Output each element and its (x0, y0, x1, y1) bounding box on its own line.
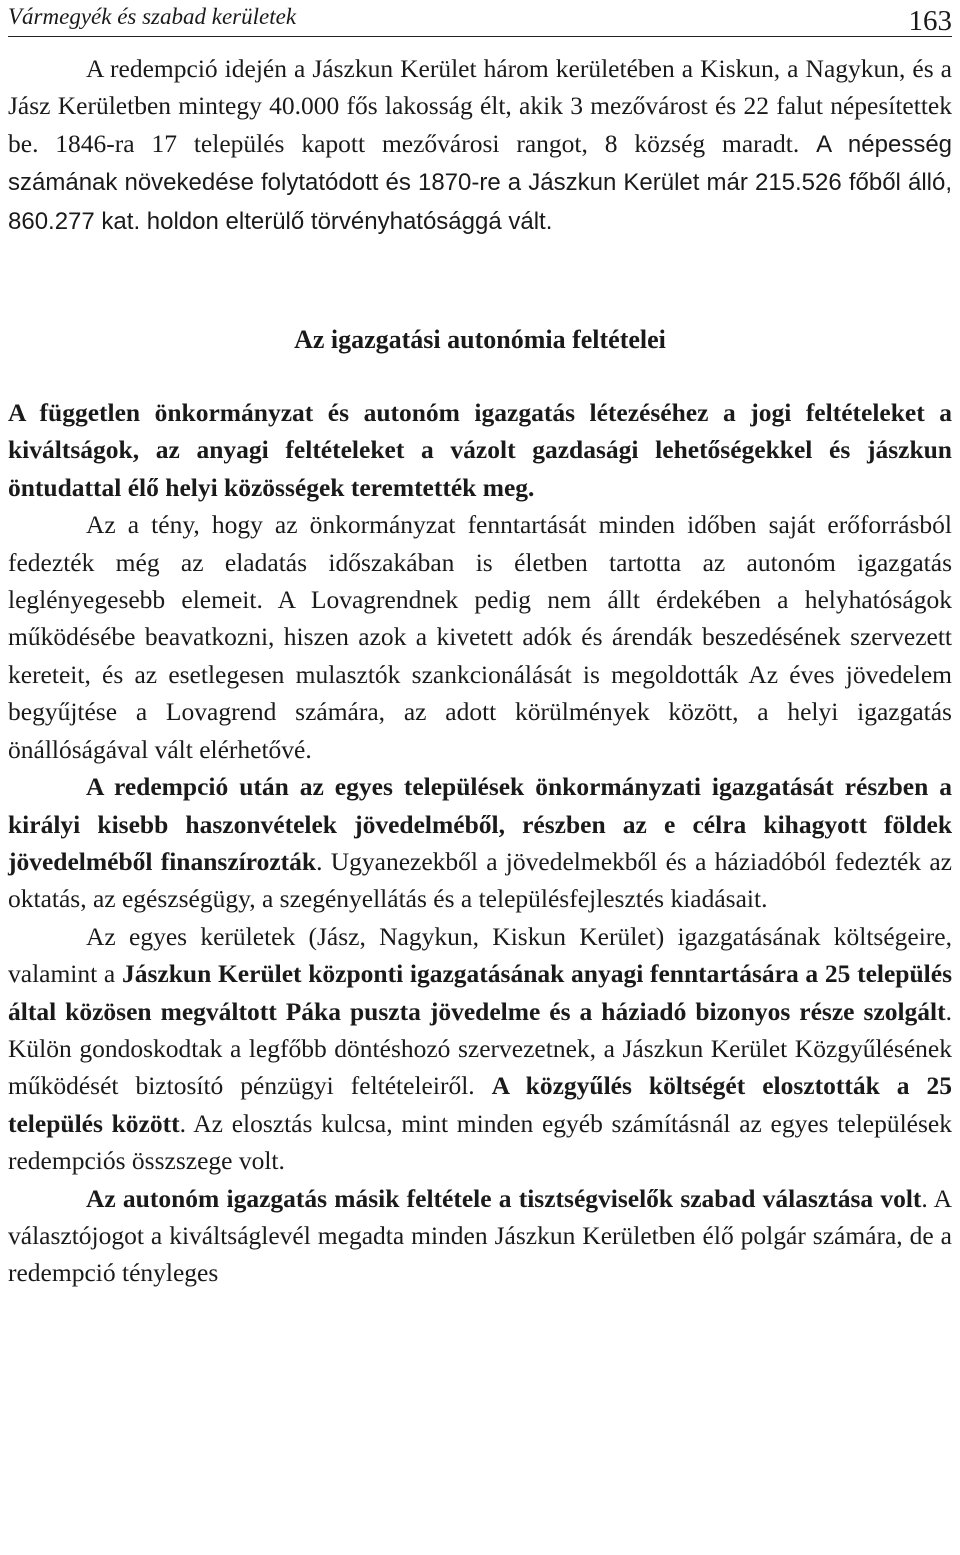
paragraph-autonomy (8, 506, 952, 768)
paragraph-redemption-finance-bold: A redempció után az egyes települések önkormányzati igazgatását részben a királyi kisebb haszonvételek jövedelméből, részben az e célra kihagyott földek jövedelméből finanszírozták (8, 772, 952, 876)
paragraph-conditions-bold: A független önkormányzat és autonóm igazgatás létezéséhez a jogi feltételeket a kiváltságok, az anyagi feltételeket a vázolt gazdasági lehetőségekkel és jászkun öntudattal élő helyi közösségek teremtették meg. (8, 398, 952, 502)
paragraph-intro (8, 50, 952, 240)
paragraph-district-costs-bold-1: Jászkun Kerület központi igazgatásának anyagi fenntartására a 25 település által közösen megváltott Páka puszta jövedelme és a háziadó bizonyos része szolgált (8, 959, 952, 1026)
paragraph-intro-text: A redempció idején a Jászkun Kerület három kerületében a Kiskun, a Nagykun, és a Jász Kerületben mintegy 40.000 fős lakosság élt, akik 3 mezővárost és 22 falut népesítettek be. 1846-ra 17 település kapott mezővárosi rangot, 8 község maradt. (8, 54, 952, 158)
paragraph-district-costs-text-3: . Az elosztás kulcsa, mint minden egyéb számításnál az egyes települések redempciós összszege volt. (8, 1108, 952, 1176)
section-title: Az igazgatási autonómia feltételei (294, 325, 666, 355)
running-header (8, 0, 952, 37)
running-title: Vármegyék és szabad kerületek (8, 4, 297, 29)
paragraph-intro-sans-text: A népesség számának növekedése folytatódott és 1870-re a Jászkun Kerület már 215.526 főből álló, 860.277 kat. holdon elterülő törvényhatósággá vált. (8, 130, 953, 235)
paragraph-district-costs-text-1: Az egyes kerületek (Jász, Nagykun, Kiskun Kerület) igazgatásának költségeire, valamint a (8, 921, 952, 989)
paragraph-elections-text: . A választójogot a kiváltságlevél megadta minden Jászkun Kerületben élő polgár számára, de a redempció tényleges (8, 1183, 952, 1288)
page-body (8, 50, 952, 1292)
paragraph-district-costs-bold-2: A közgyűlés költségét elosztották a 25 település között (8, 1071, 952, 1138)
paragraph-elections (8, 1180, 952, 1292)
paragraph-redemption-finance-text: . Ugyanezekből a jövedelmekből és a háziadóból fedezték az oktatás, az egészségügy, a szegényellátás és a településfejlesztés kiadásait. (8, 846, 952, 914)
paragraph-district-costs-text-2: . Külön gondoskodtak a legfőbb döntéshozó szervezetnek, a Jászkun Kerület Közgyűlésének működését biztosító pénzügyi feltételeiről. (8, 996, 952, 1101)
paragraph-elections-bold: Az autonóm igazgatás másik feltétele a tisztségviselők szabad választása volt (86, 1183, 922, 1213)
paragraph-redemption-finance (8, 768, 952, 918)
page-number: 163 (908, 5, 952, 37)
paragraph-autonomy-text: Az a tény, hogy az önkormányzat fenntartását minden időben saját erőforrásból fedezték még az eladatás időszakában is életben tartotta az autonóm igazgatás leglényegesebb elemeit. A Lovagrendnek pedig nem állt érdekében a helyhatóságok működésébe beavatkozni, hiszen azok a kivetett adók és árendák beszedésének szervezett kereteit, és az esetlegesen mulasztók szankcionálását is megoldották Az éves jövedelem begyűjtése a Lovagrend számára, az adott körülmények között, a helyi igazgatás önállóságával vált elérhetővé. (8, 510, 952, 764)
paragraph-conditions (8, 394, 952, 506)
paragraph-district-costs (8, 918, 952, 1180)
